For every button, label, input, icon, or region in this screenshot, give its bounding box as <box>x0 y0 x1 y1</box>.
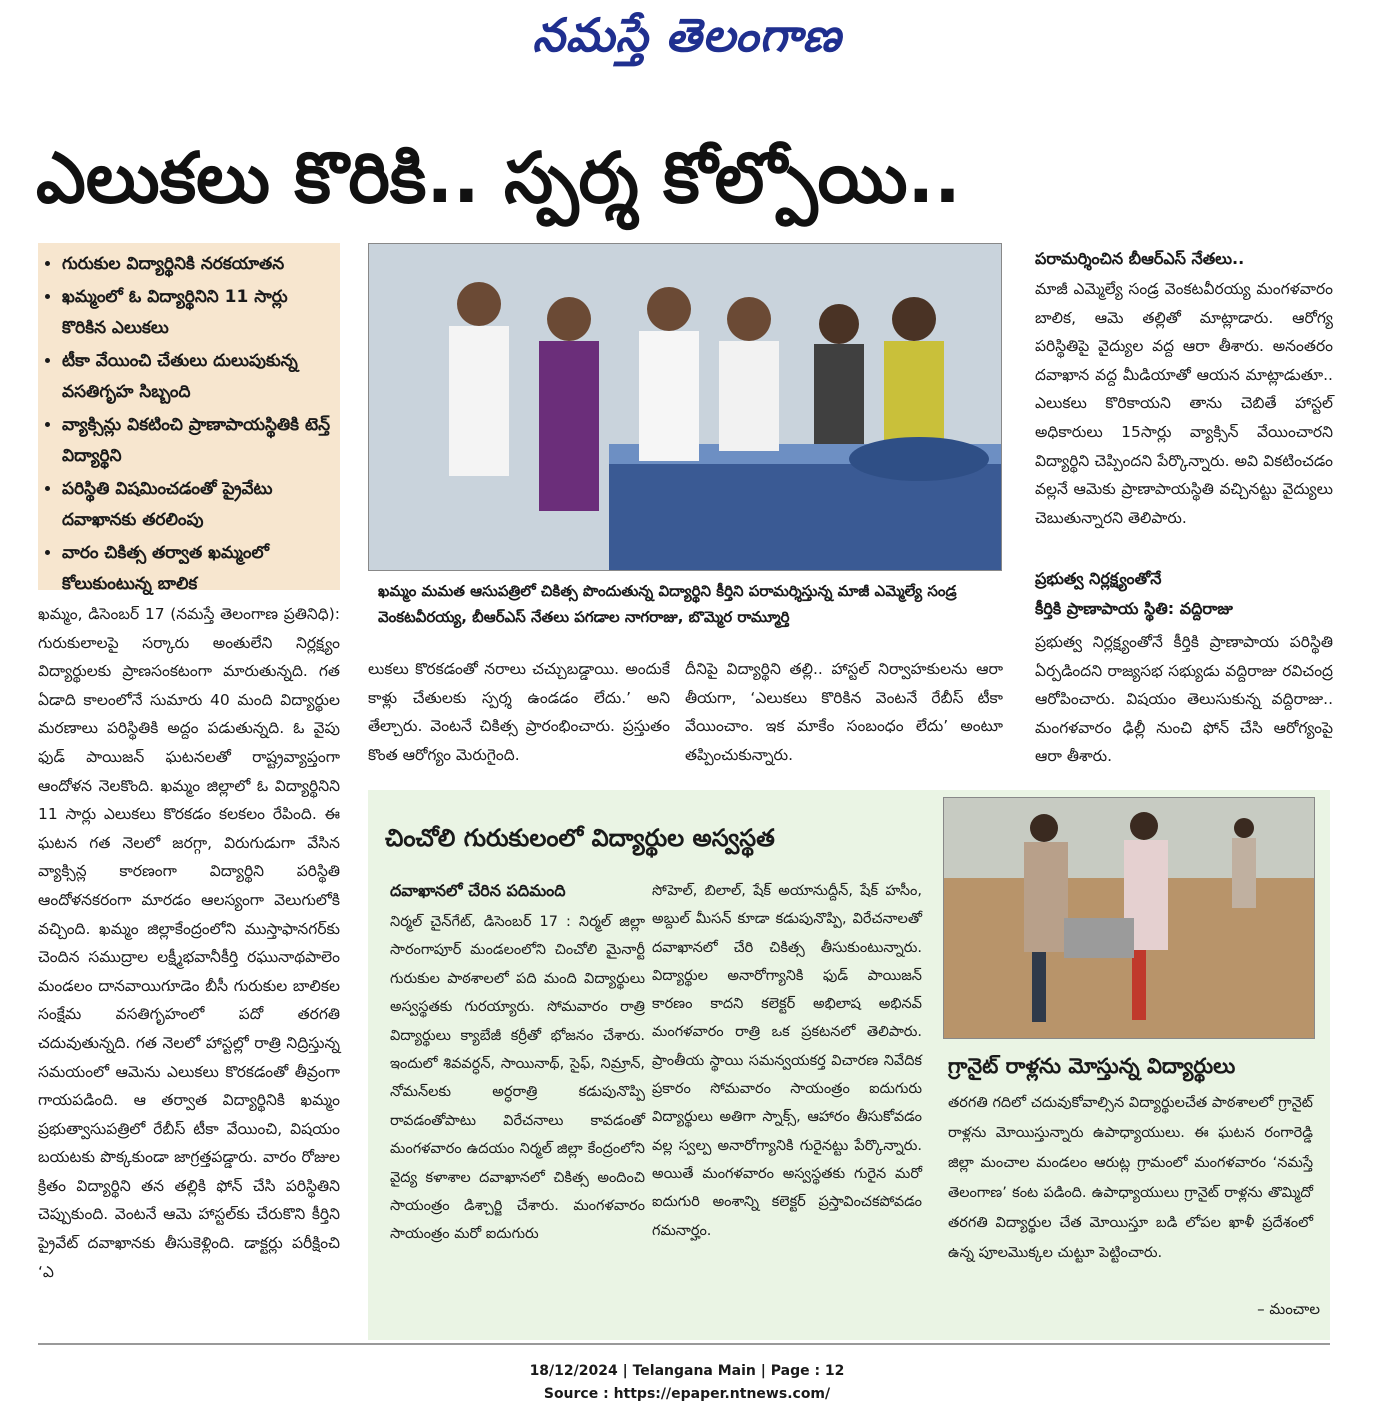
newspaper-masthead: నమస్తే తెలంగాణ <box>532 8 842 62</box>
granite-scene-illustration <box>944 798 1314 1038</box>
right-para-brs-visit: మాజీ ఎమ్మెల్యే సండ్ర వెంకటవీరయ్య మంగళవారం బాలిక, ఆమె తల్లితో మాట్లాడారు. ఆరోగ్య పరిస్థితిపై వైద్యుల వద్ద ఆరా తీశారు. అనంతరం దవాఖాన వద్ద మీడియాతో ఆయన మాట్లాడుతూ.. ఎలుకలు కొరికాయని తాను చెబితే హాస్టల్ అధికారులు 15సార్లు వ్యాక్సిన్ వేయించారని విద్యార్థిని చెప్పిందని పేర్కొన్నారు. అవి వికటించడం వల్లనే ఆమెకు ప్రాణాపాయస్థితి వచ్చినట్టు వైద్యులు చెబుతున్నారని తెలిపారు. <box>1035 280 1333 527</box>
right-subhead-govt-negligence: ప్రభుత్వ నిర్లక్ష్యంతోనే <box>1035 569 1162 588</box>
summary-bullet: • గురుకుల విద్యార్థినికి నరకయాతన <box>62 249 332 280</box>
mid-article-col1: లుకలు కొరకడంతో నరాలు చచ్చుబడ్డాయి. అందుకే కాళ్లు చేతులకు స్పర్శ ఉండడం లేదు.’ అని తేల్చారు. వెంటనే చికిత్స ప్రారంభించారు. ప్రస్తుతం కొంత ఆరోగ్యం మెరుగైంది. <box>368 660 670 764</box>
chincholi-col1: నిర్మల్ చైన్‌గేట్, డిసెంబర్ 17 : నిర్మల్ జిల్లా సారంగాపూర్ మండలంలోని చించోలి మైనార్టీ గురుకుల పాఠశాలలో పది మంది విద్యార్థులు అస్వస్థతకు గురయ్యారు. సోమవారం రాత్రి విద్యార్థులు క్యాబేజీ కర్రీతో భోజనం చేశారు. ఇందులో శివవర్ధన్, సాయినాథ్, సైఫ్, నిమ్రాన్, నోమన్‌లకు అర్ధరాత్రి కడుపునొప్పి రావడంతోపాటు విరేచనాలు కావడంతో మంగళవారం ఉదయం నిర్మల్ జిల్లా కేంద్రంలోని వైద్య కళాశాల దవాఖానలో చికిత్స అందించి సాయంత్రం డిశ్చార్జి చేశారు. మంగళవారం సాయంత్రం మరో ఐదుగురు <box>390 914 645 1243</box>
summary-bullet: • టీకా వేయించి చేతులు దులుపుకున్న వసతిగృహ సిబ్బంది <box>62 346 332 408</box>
left-article-text: ఖమ్మం, డిసెంబర్ 17 (నమస్తే తెలంగాణ ప్రతినిధి): గురుకులాలపై సర్కారు అంతులేని నిర్లక్ష్యం విద్యార్థులకు ప్రాణసంకటంగా మారుతున్నది. గత ఏడాది కాలంలోనే సుమారు 40 మంది విద్యార్థుల మరణాలు పరిస్థితికి అద్దం పడుతున్నది. ఓ వైపు ఫుడ్ పాయిజన్ ఘటనలతో రాష్ట్రవ్యాప్తంగా ఆందోళన నెలకొంది. ఖమ్మం జిల్లాలో ఓ విద్యార్థినిని 11 సార్లు ఎలుకలు కొరకడం కలకలం రేపింది. ఈ ఘటన గత నెలలో జరగ్గా, విరుగుడుగా వేసిన వ్యాక్సిన్ల కారణంగా విద్యార్థిని పరిస్థితి ఆందోళనకరంగా మారడం ఆలస్యంగా వెలుగులోకి వచ్చింది. ఖమ్మం జిల్లాకేంద్రంలోని ముస్తాఫానగర్‌కు చెందిన సముద్రాల లక్ష్మీభవానీకీర్తి రఘునాథపాలెం మండలం దానవాయిగూడెం బీసీ గురుకుల బాలికల సంక్షేమ వసతిగృహంలో పదో తరగతి చదువుతున్నది. గత నెలలో హాస్టల్లో రాత్రి నిద్రిస్తున్న సమయంలో ఆమెను ఎలుకలు కొరకడంతో తీవ్రంగా గాయపడింది. ఆ తర్వాత విద్యార్థినికి ఖమ్మం ప్రభుత్వాసుపత్రిలో రేబీస్ టీకా వేయించి, విషయం బయటకు పొక్కకుండా జాగ్రత్తపడ్డారు. వారం రోజుల క్రితం విద్యార్థిని తన తల్లికి ఫోన్ చేసి పరిస్థితిని చెప్పుకుంది. వెంటనే ఆమె హాస్టల్‌కు చేరుకొని కీర్తిని ప్రైవేట్ దవాఖానకు తీసుకెళ్లింది. డాక్టర్లు పరీక్షించి ‘ఎ <box>38 605 340 1281</box>
chincholi-heading: చించోలి గురుకులంలో విద్యార్థుల అస్వస్థత <box>385 824 775 852</box>
granite-signoff: – మంచాల <box>1257 1300 1320 1318</box>
photo-caption: ఖమ్మం మమత ఆసుపత్రిలో చికిత్స పొందుతున్న విద్యార్థిని కీర్తిని పరామర్శిస్తున్న మాజీ ఎమ్మెల్యే సండ్ర వెంకటవీరయ్య, బీఆర్‌ఎస్ నేతలు పగడాల నాగరాజు, బొమ్మెర రామ్మూర్తి <box>378 582 957 626</box>
summary-bullet: • పరిస్థితి విషమించడంతో ప్రైవేటు దవాఖానకు తరలింపు <box>62 474 332 536</box>
summary-bullet: • వ్యాక్సిన్లు వికటించి ప్రాణాపాయస్థితికి టెన్త్ విద్యార్థిని <box>62 410 332 472</box>
bottom-divider <box>38 1343 1330 1345</box>
right-para-vaddiraju: ప్రభుత్వ నిర్లక్ష్యంతోనే కీర్తికి ప్రాణాపాయ పరిస్థితి ఏర్పడిందని రాజ్యసభ సభ్యుడు వద్దిరాజు రవిచంద్ర ఆరోపించారు. విషయం తెలుసుకున్న వద్దిరాజు.. మంగళవారం ఢిల్లీ నుంచి ఫోన్ చేసి ఆరోగ్యంపై ఆరా తీశారు. <box>1035 633 1333 766</box>
chincholi-subhead: దవాఖానలో చేరిన పదిమంది <box>390 881 566 900</box>
hospital-scene-illustration <box>369 244 1001 570</box>
right-subhead-vaddiraju: కీర్తికి ప్రాణాపాయ స్థితి: వద్దిరాజు <box>1035 599 1233 618</box>
summary-bullet: • ఖమ్మంలో ఓ విద్యార్థినిని 11 సార్లు కొరికిన ఎలుకలు <box>62 282 332 344</box>
hospital-visit-photo <box>368 243 1002 571</box>
footer-source-link[interactable]: Source : https://epaper.ntnews.com/ <box>543 1386 831 1402</box>
summary-bullets-box <box>38 243 340 594</box>
main-headline: ఎలుకలు కొరికి.. స్పర్శ కోల్పోయి.. <box>36 137 961 219</box>
granite-text: తరగతి గదిలో చదువుకోవాల్సిన విద్యార్థులచేత పాఠశాలలో గ్రానైట్ రాళ్లను మోయిస్తున్నారు ఉపాధ్యాయులు. ఈ ఘటన రంగారెడ్డి జిల్లా మంచాల మండలం ఆరుట్ల గ్రామంలో మంగళవారం ‘నమస్తే తెలంగాణ’ కంట పడింది. ఉపాధ్యాయులు గ్రానైట్ రాళ్లను తొమ్మిదో తరగతి విద్యార్థుల చేత మోయిస్తూ బడి లోపల ఖాళీ ప్రదేశంలో ఉన్న పూలమొక్కల చుట్టూ పెట్టించారు. <box>948 1095 1313 1261</box>
chincholi-col2: సోహెల్, బిలాల్, షేక్ అయానుద్దీన్, షేక్ హసీం, అబ్దుల్ మీసన్ కూడా కడుపునొప్పి, విరేచనాలతో దవాఖానలో చేరి చికిత్స తీసుకుంటున్నారు. విద్యార్థుల అనారోగ్యానికి ఫుడ్ పాయిజన్ కారణం కాదని కలెక్టర్ అభిలాష అభినవ్ మంగళవారం రాత్రి ఒక ప్రకటనలో తెలిపారు. ప్రాంతీయ స్థాయి సమన్వయకర్త విచారణ నివేదిక ప్రకారం సోమవారం సాయంత్రం ఐదుగురు విద్యార్థులు అతిగా స్నాక్స్, ఆహారం తీసుకోవడం వల్ల స్వల్ప అనారోగ్యానికి గురైనట్టు పేర్కొన్నారు. అయితే మంగళవారం అస్వస్థతకు గురైన మరో ఐదుగురి అంశాన్ని కలెక్టర్ ప్రస్తావించకపోవడం గమనార్హం. <box>652 883 922 1239</box>
footer-date-page: 18/12/2024 | Telangana Main | Page : 12 <box>529 1363 845 1379</box>
mid-article-col2: దీనిపై విద్యార్థిని తల్లి.. హాస్టల్ నిర్వాహకులను ఆరా తీయగా, ‘ఎలుకలు కొరికిన వెంటనే రేబీస్ టీకా వేయించాం. ఇక మాకేం సంబంధం లేదు’ అంటూ తప్పించుకున్నారు. <box>685 660 1003 764</box>
granite-heading: గ్రానైట్ రాళ్లను మోస్తున్న విద్యార్థులు <box>948 1054 1236 1078</box>
right-subhead-brs-visit: పరామర్శించిన బీఆర్‌ఎస్ నేతలు.. <box>1035 249 1245 268</box>
summary-bullet: • వారం చికిత్స తర్వాత ఖమ్మంలో కోలుకుంటున్న బాలిక <box>62 538 332 600</box>
granite-students-photo <box>943 797 1315 1039</box>
